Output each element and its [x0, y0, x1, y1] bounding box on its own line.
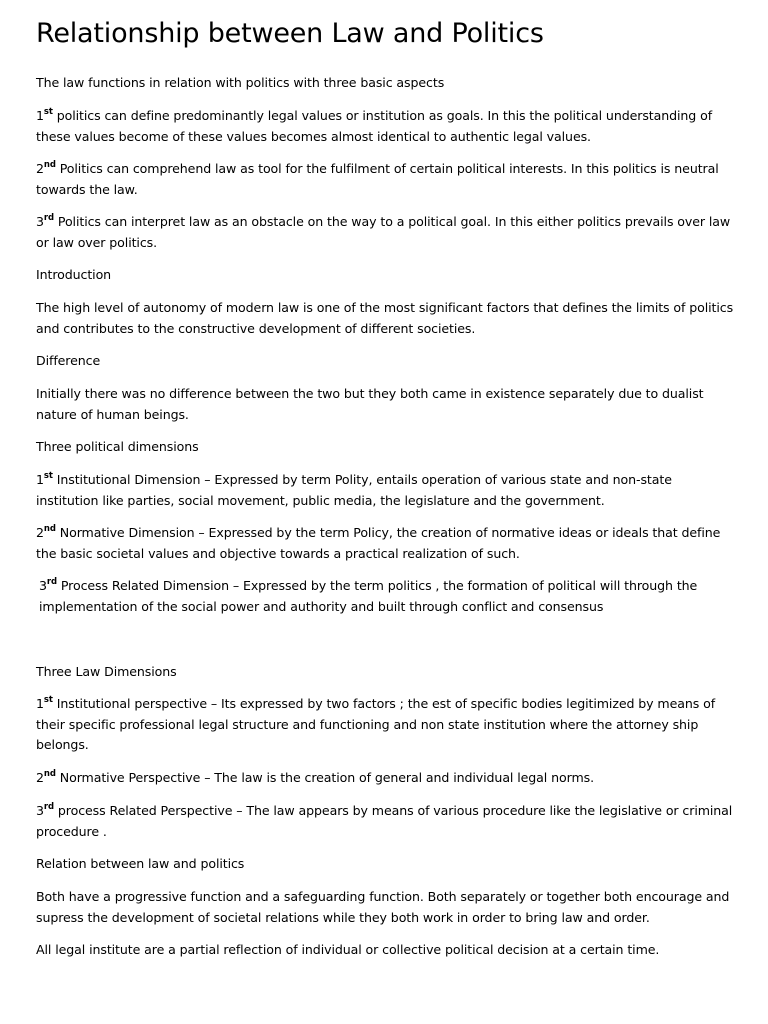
aspect-text: Politics can comprehend law as tool for the fulfilment of certain political interests. In this politics is neutral towards the law.: [36, 161, 719, 197]
aspect-2: [36, 159, 736, 200]
dimension-text: Institutional Dimension – Expressed by term Polity, entails operation of various state and non-state institution like parties, social movement, public media, the legislature and the government.: [36, 472, 672, 508]
aspect-text: Politics can interpret law as an obstacle on the way to a political goal. In this either politics prevails over law or law over politics.: [36, 214, 731, 250]
ordinal-suffix: st: [43, 106, 53, 117]
political-dimension-3: [36, 576, 739, 617]
relation-text-2: All legal institute are a partial reflection of individual or collective political decision at a certain time.: [36, 942, 660, 957]
page-title: Relationship between Law and Politics: [36, 18, 544, 49]
dimension-text: Normative Dimension – Expressed by the term Policy, the creation of normative ideas or ideals that define the basic societal values and objective towards a practical realization of such.: [36, 525, 721, 561]
ordinal-number: 2: [36, 525, 44, 540]
difference-heading: Difference: [36, 353, 101, 368]
ordinal-number: 1: [36, 108, 44, 123]
ordinal-suffix: rd: [43, 212, 54, 223]
introduction-heading: Introduction: [36, 267, 112, 282]
political-dimensions-heading: Three political dimensions: [36, 439, 199, 454]
ordinal-number: 2: [36, 770, 44, 785]
ordinal-number: 3: [36, 214, 44, 229]
ordinal-number: 1: [36, 472, 44, 487]
ordinal-suffix: nd: [43, 159, 56, 170]
ordinal-number: 3: [39, 578, 47, 593]
aspect-text: politics can define predominantly legal values or institution as goals. In this the political understanding of these values become of these values becomes almost identical to authentic legal values.: [36, 108, 713, 144]
political-dimension-2: [36, 523, 736, 564]
ordinal-suffix: st: [43, 470, 53, 481]
law-dimension-3: [36, 801, 736, 842]
ordinal-suffix: nd: [43, 523, 56, 534]
dimension-text: process Related Perspective – The law appears by means of various procedure like the legislative or criminal procedure .: [36, 803, 733, 839]
intro-line: The law functions in relation with politics with three basic aspects: [36, 75, 445, 90]
dimension-text: Institutional perspective – Its expressed by two factors ; the est of specific bodies legitimized by means of their specific professional legal structure and functioning and non state institution where the attorney ship belongs.: [36, 696, 716, 752]
introduction-text: The high level of autonomy of modern law is one of the most significant factors that defines the limits of politics and contributes to the constructive development of different societies.: [36, 300, 734, 336]
ordinal-number: 2: [36, 161, 44, 176]
dimension-text: Process Related Dimension – Expressed by the term politics , the formation of political will through the implementation of the social power and authority and built through conflict and consensus: [39, 578, 698, 614]
relation-heading: Relation between law and politics: [36, 856, 245, 871]
ordinal-number: 3: [36, 803, 44, 818]
ordinal-suffix: nd: [43, 768, 56, 779]
relation-text-1: Both have a progressive function and a safeguarding function. Both separately or together both encourage and supress the development of societal relations while they both work in order to bring law and order.: [36, 889, 730, 925]
law-dimensions-heading: Three Law Dimensions: [36, 664, 177, 679]
law-dimension-1: [36, 694, 736, 756]
aspect-1: [36, 106, 736, 147]
ordinal-number: 1: [36, 696, 44, 711]
ordinal-suffix: rd: [43, 801, 54, 812]
aspect-3: [36, 212, 736, 253]
dimension-text: Normative Perspective – The law is the creation of general and individual legal norms.: [55, 770, 594, 785]
ordinal-suffix: st: [43, 694, 53, 705]
political-dimension-1: [36, 470, 736, 511]
difference-text: Initially there was no difference between the two but they both came in existence separately due to dualist nature of human beings.: [36, 386, 704, 422]
ordinal-suffix: rd: [46, 576, 57, 587]
law-dimension-2: [36, 768, 736, 789]
